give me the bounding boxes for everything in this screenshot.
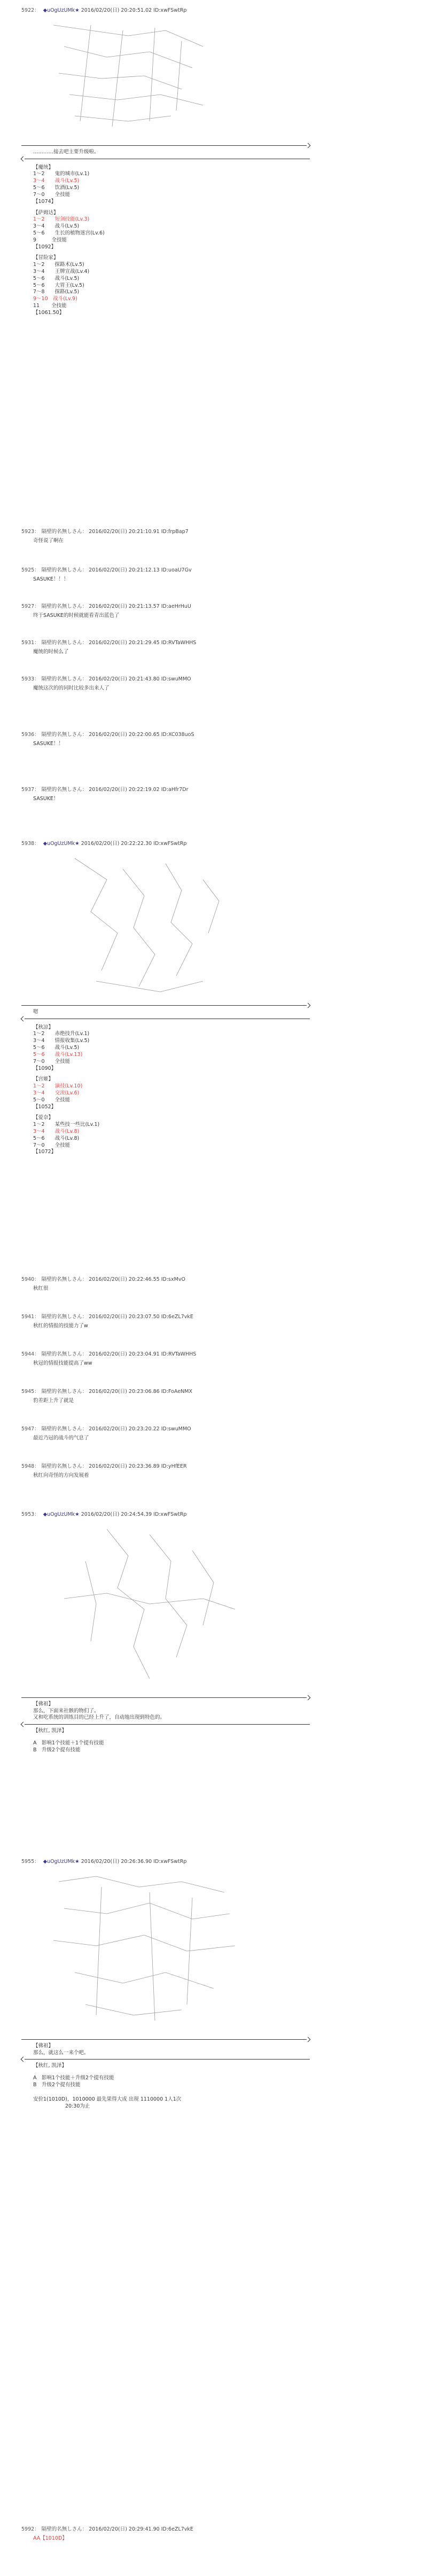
skill-total: 【1052】 <box>33 1103 57 1110</box>
skill-total: 【1090】 <box>33 1065 57 1071</box>
poster-id[interactable]: ID:XC038uoS <box>161 732 194 738</box>
post-5945 <box>21 1389 406 1405</box>
post-text: 秋红的情报的技能力了w <box>33 1322 88 1329</box>
post-text: SASUKE！！！ <box>33 576 69 582</box>
poster-name: ◆uOgUzUMk★ <box>43 1512 80 1517</box>
choice-title: 【秋红, 凯泽】 <box>33 2063 67 2069</box>
skill-line: 5〜6 大胃王(Lv.5) <box>33 282 84 288</box>
narration: 嗯 <box>33 1008 38 1015</box>
post-number[interactable]: 5941： <box>21 1314 40 1320</box>
section-title: 【佛祖】 <box>33 2042 54 2049</box>
skill-sections <box>33 1024 406 1156</box>
ascii-art <box>43 848 246 1003</box>
post-date: 2016/02/20(日) 20:22:46.55 <box>89 1277 160 1282</box>
post-number[interactable]: 5945： <box>21 1389 40 1395</box>
post-number[interactable]: 5923： <box>21 529 40 535</box>
poster-name: ◆uOgUzUMk★ <box>43 7 80 13</box>
skill-line: 3〜4 战斗(Lv.5) <box>33 178 80 184</box>
skill-line: 1〜2 短剑技能(Lv.3) <box>33 216 90 223</box>
skill-line: 5〜6 饮酒(Lv.5) <box>33 185 80 191</box>
post-number[interactable]: 5940： <box>21 1277 40 1282</box>
post-text: 终于SASUKE的时候就能看青出蓝色了 <box>33 612 120 618</box>
skill-line: 1〜2 赤绝技升(Lv.1) <box>33 1031 90 1037</box>
separator <box>21 2038 310 2041</box>
post-5944 <box>21 1351 406 1367</box>
post-date: 2016/02/20(日) 20:29:41.90 <box>89 2526 160 2532</box>
post-5931 <box>21 640 406 656</box>
post-number[interactable]: 5931： <box>21 640 40 646</box>
skill-line: 3〜4 王牌宣战(Lv.4) <box>33 269 90 275</box>
poster-name: ◆uOgUzUMk★ <box>43 1859 80 1865</box>
poster-name: ◆uOgUzUMk★ <box>43 841 80 847</box>
poster-id[interactable]: ID:uoaU7Gv <box>161 567 192 573</box>
post-5925 <box>21 567 406 583</box>
post-5938 <box>21 841 406 1156</box>
post-5927 <box>21 604 406 620</box>
poster-id[interactable]: ID:xwFSwtRp <box>153 7 187 13</box>
post-text: 秋冠的情报技能提高了ww <box>33 1360 92 1366</box>
poster-name: 隔壁的名無しさん： <box>41 604 88 609</box>
post-5937 <box>21 787 406 803</box>
poster-name: 隔壁的名無しさん： <box>41 1314 88 1320</box>
poster-id[interactable]: ID:xwFSwtRp <box>153 841 187 847</box>
post-5955 <box>21 1859 406 2110</box>
poster-name: 隔壁的名無しさん： <box>41 787 88 793</box>
poster-id[interactable]: ID:RVTaWHHS <box>161 640 197 646</box>
poster-id[interactable]: ID:frpBap7 <box>161 529 189 535</box>
separator <box>21 2057 310 2061</box>
poster-id[interactable]: ID:aHfr7Dr <box>161 787 189 793</box>
post-number[interactable]: 5955： <box>21 1859 40 1865</box>
post-text: SASUKE！！ <box>33 740 64 747</box>
post-date: 2016/02/20(日) 20:23:36.89 <box>89 1463 160 1469</box>
choice-option-b[interactable]: B 升级2个提有技能 <box>33 2082 81 2088</box>
ascii-art <box>43 1518 246 1695</box>
skill-total: 【1061.50】 <box>33 309 65 316</box>
skill-total: 【1072】 <box>33 1149 57 1155</box>
vote-instructions: 安价1(1010D)，1010000 最先果得大成 出现 1110000 1人1次 <box>33 2096 182 2102</box>
skill-line: 1〜2 探路术(Lv.5) <box>33 262 84 268</box>
post-text: SASUKE！ <box>33 795 59 802</box>
post-header <box>21 7 406 14</box>
post-date: 2016/02/20(日) 20:23:20.22 <box>89 1426 160 1432</box>
choice-option-a[interactable]: A 影响1个技能＋1个提有技能 <box>33 1740 104 1747</box>
ascii-art <box>43 1866 246 2037</box>
post-number[interactable]: 5944： <box>21 1351 40 1357</box>
skill-line: 7〜0 全技能 <box>33 1058 71 1064</box>
skill-line: 7〜0 全技能 <box>33 191 71 198</box>
poster-name: 隔壁的名無しさん： <box>41 732 88 738</box>
narration: 那么，就这么一来个吧。 <box>33 2049 89 2056</box>
poster-id[interactable]: ID:aeHrHuU <box>161 604 191 609</box>
post-text: 魔统的时候么了 <box>33 648 69 655</box>
separator <box>21 1017 310 1020</box>
post-5948 <box>21 1463 406 1479</box>
poster-name: 隔壁的名無しさん： <box>41 567 88 573</box>
post-number[interactable]: 5922： <box>21 7 40 13</box>
skill-line: 3〜4 交流(Lv.6) <box>33 1090 80 1096</box>
poster-id[interactable]: ID:6eZL7vkE <box>161 2526 193 2532</box>
separator <box>21 144 310 147</box>
separator <box>21 157 310 160</box>
skill-total: 【1074】 <box>33 198 57 205</box>
post-5936 <box>21 732 406 748</box>
post-5992 <box>21 2526 406 2542</box>
skill-line: 3〜4 情报收集(Lv.5) <box>33 1038 90 1044</box>
poster-id[interactable]: ID:xwFSwtRp <box>153 1512 187 1517</box>
narration: …………接去吧主要升级啦。 <box>33 148 99 155</box>
post-date: 2016/02/20(日) 20:20:51.02 <box>81 7 152 13</box>
narration: 那么，下面来社骸的物们了。 <box>33 1708 99 1714</box>
poster-name: 隔壁的名無しさん： <box>41 1277 88 1282</box>
skill-line: 7〜8 探路(Lv.5) <box>33 289 80 295</box>
poster-name: 隔壁的名無しさん： <box>41 1463 88 1469</box>
skill-line: 3〜4 战斗(Lv.5) <box>33 223 80 230</box>
post-number[interactable]: 5948： <box>21 1463 40 1469</box>
post-date: 2016/02/20(日) 20:22:22.30 <box>81 841 152 847</box>
skill-line: 1〜2 演技(Lv.10) <box>33 1083 83 1090</box>
separator <box>21 1722 310 1726</box>
post-number[interactable]: 5947： <box>21 1426 40 1432</box>
skill-line: 5〜6 战斗(Lv.5) <box>33 275 80 281</box>
poster-id[interactable]: ID:swuMMO <box>161 676 191 682</box>
post-text: 魔统这次的的同时比较多出来人了 <box>33 685 110 691</box>
poster-id[interactable]: ID:xwFSwtRp <box>153 1859 187 1865</box>
poster-id[interactable]: ID:sxMvO <box>161 1277 185 1282</box>
section-title: 【佛祖】 <box>33 1701 54 1707</box>
choice-option-a[interactable]: A 影响1个技能＋升级2个提有技能 <box>33 2075 114 2081</box>
skill-line: 11 全技能 <box>33 303 67 309</box>
post-5940 <box>21 1277 406 1293</box>
post-text: 秋红很 <box>33 1285 49 1291</box>
skill-sections <box>33 165 406 317</box>
post-5947 <box>21 1426 406 1442</box>
post-date: 2016/02/20(日) 20:21:12.13 <box>89 567 160 573</box>
skill-line: 5〜0 全技能 <box>33 1097 71 1103</box>
section-title: 【萨姆达】 <box>33 209 59 216</box>
post-date: 2016/02/20(日) 20:21:29.45 <box>89 640 160 646</box>
post-5933 <box>21 676 406 692</box>
post-number[interactable]: 5953： <box>21 1512 40 1517</box>
post-number[interactable]: 5933： <box>21 676 40 682</box>
skill-line: 5〜6 生长的植物迷宫(Lv.6) <box>33 230 105 236</box>
post-date: 2016/02/20(日) 20:21:10.91 <box>89 529 160 535</box>
section-title: 【宫姬】 <box>33 1076 54 1083</box>
poster-id[interactable]: ID:6eZL7vkE <box>161 1314 193 1320</box>
section-title: 【魔统】 <box>33 164 54 170</box>
post-date: 2016/02/20(日) 20:21:43.80 <box>89 676 160 682</box>
post-text: AA【1010D】 <box>33 2535 67 2541</box>
post-text: 最近乃冠的战斗的气息了 <box>33 1435 89 1441</box>
poster-name: 隔壁的名無しさん： <box>41 2526 88 2532</box>
skill-line: 5〜6 战斗(Lv.8) <box>33 1135 80 1141</box>
post-5923 <box>21 529 406 545</box>
vote-deadline: 20:30为止 <box>65 2103 90 2109</box>
skill-line: 9〜10 战斗(Lv.9) <box>33 296 77 302</box>
ascii-art <box>43 14 246 143</box>
skill-line: 3〜4 战斗(Lv.8) <box>33 1129 80 1134</box>
poster-name: 隔壁的名無しさん： <box>41 1426 88 1432</box>
poster-name: 隔壁的名無しさん： <box>41 1351 88 1357</box>
post-number[interactable]: 5992： <box>21 2526 40 2532</box>
post-number[interactable]: 5936： <box>21 732 40 738</box>
post-number[interactable]: 5938： <box>21 841 40 847</box>
post-number[interactable]: 5927： <box>21 604 40 609</box>
skill-total: 【1092】 <box>33 244 57 250</box>
separator <box>21 1696 310 1699</box>
post-5953 <box>21 1512 406 1754</box>
skill-line: 5〜6 战斗(Lv.13) <box>33 1051 83 1058</box>
poster-id[interactable]: ID:FoAeNMX <box>161 1389 192 1395</box>
section-title: 【冒险家】 <box>33 255 59 261</box>
skill-line: 9 全技能 <box>33 237 67 243</box>
poster-id[interactable]: ID:yHfEER <box>161 1463 187 1469</box>
poster-id[interactable]: ID:swuMMO <box>161 1426 191 1432</box>
skill-line: 1〜2 某些技一些比(Lv.1) <box>33 1122 100 1128</box>
skill-line: 1〜2 鬼的城市(Lv.1) <box>33 171 90 177</box>
post-date: 2016/02/20(日) 20:22:00.65 <box>89 732 160 738</box>
skill-line: 5〜6 战斗(Lv.5) <box>33 1045 80 1051</box>
post-date: 2016/02/20(日) 20:24:54.39 <box>81 1512 152 1517</box>
choice-title: 【秋红, 凯泽】 <box>33 1728 67 1734</box>
poster-name: 隔壁的名無しさん： <box>41 640 88 646</box>
post-text: 奇怪说了啊在 <box>33 537 64 544</box>
narration: 又和吃系统的训练目的已经上升了，自动地出现到特色的。 <box>33 1714 166 1721</box>
post-5922 <box>21 7 406 317</box>
poster-name: 隔壁的名無しさん： <box>41 1389 88 1395</box>
skill-line: 7〜0 全技能 <box>33 1142 71 1148</box>
poster-name: 隔壁的名無しさん： <box>41 529 88 535</box>
post-date: 2016/02/20(日) 20:26:36.90 <box>81 1859 152 1865</box>
poster-id[interactable]: ID:RVTaWHHS <box>161 1351 197 1357</box>
section-title: 【爱奈】 <box>33 1115 54 1121</box>
post-number[interactable]: 5925： <box>21 567 40 573</box>
poster-name: 隔壁的名無しさん： <box>41 676 88 682</box>
post-5941 <box>21 1314 406 1330</box>
post-text: 豹差距上升了就是 <box>33 1397 74 1404</box>
choice-option-b[interactable]: B 升级2个提有技能 <box>33 1747 81 1753</box>
post-text: 秋红向奇怪的方向发展着 <box>33 1472 89 1478</box>
post-number[interactable]: 5937： <box>21 787 40 793</box>
post-date: 2016/02/20(日) 20:23:04.91 <box>89 1351 160 1357</box>
section-title: 【秋凉】 <box>33 1024 54 1030</box>
post-date: 2016/02/20(日) 20:23:07.50 <box>89 1314 160 1320</box>
post-date: 2016/02/20(日) 20:21:13.57 <box>89 604 160 609</box>
post-date: 2016/02/20(日) 20:22:19.02 <box>89 787 160 793</box>
separator <box>21 1004 310 1007</box>
post-date: 2016/02/20(日) 20:23:06.86 <box>89 1389 160 1395</box>
